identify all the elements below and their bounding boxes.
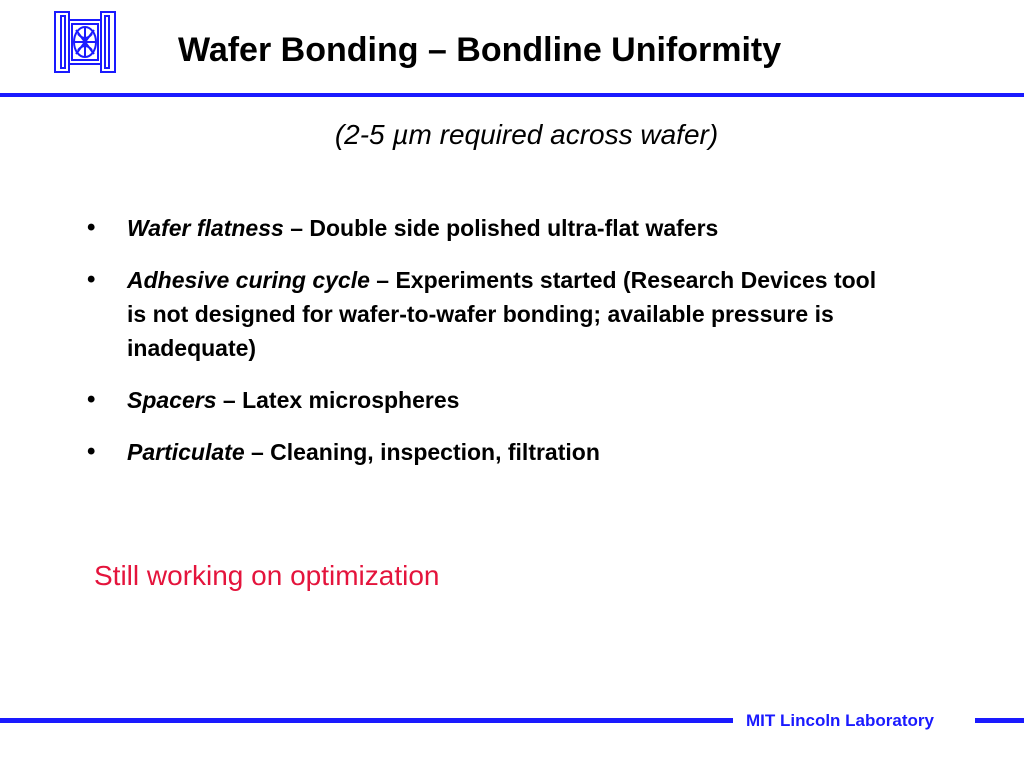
bullet-dot-icon: •: [87, 214, 96, 241]
bullet-item-adhesive-curing-cycle: [87, 263, 887, 365]
bullet-term: Adhesive curing cycle: [127, 267, 370, 293]
bullet-term: Particulate: [127, 439, 245, 465]
bullet-dot-icon: •: [87, 386, 96, 413]
bullet-dot-icon: •: [87, 438, 96, 465]
slide-title: Wafer Bonding – Bondline Uniformity: [178, 31, 782, 69]
bullet-text: – Experiments started (Research Devices tool is not designed for wafer-to-wafer bonding; available pressure is inadequate): [127, 267, 877, 361]
bullet-item-wafer-flatness: [87, 211, 887, 245]
bullet-dot-icon: •: [87, 266, 96, 293]
bullet-item-spacers: [87, 383, 887, 417]
mit-lincoln-laboratory-logo-icon: [52, 10, 118, 74]
bullet-text: – Latex microspheres: [216, 387, 460, 413]
bullet-list: [87, 211, 887, 487]
bullet-item-particulate: [87, 435, 887, 469]
bullet-text: – Cleaning, inspection, filtration: [244, 439, 600, 465]
bullet-term: Spacers: [127, 387, 217, 413]
optimization-note: Still working on optimization: [94, 560, 440, 591]
bullet-term: Wafer flatness: [127, 215, 284, 241]
title-divider: [0, 93, 1024, 97]
footer-divider-right: [975, 718, 1024, 723]
footer-divider-left: [0, 718, 733, 723]
bullet-text: – Double side polished ultra-flat wafers: [283, 215, 719, 241]
footer-organization: MIT Lincoln Laboratory: [746, 711, 934, 730]
slide-subtitle: (2-5 µm required across wafer): [334, 119, 719, 150]
